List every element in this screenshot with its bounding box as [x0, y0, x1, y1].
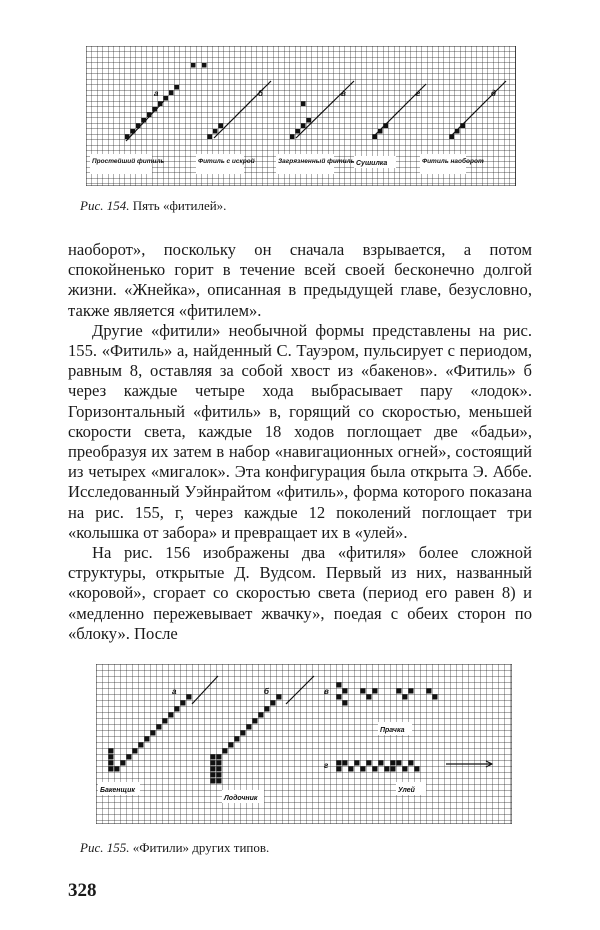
wick-cell — [415, 767, 420, 772]
label-wick-reverse: Фитиль наоборот — [422, 158, 484, 165]
wick-cell — [235, 737, 240, 742]
wick-cell — [109, 755, 114, 760]
figure-155-caption-text: «Фитили» других типов. — [132, 840, 270, 855]
wick-cell — [211, 779, 216, 784]
label-beehive: Улей — [398, 787, 415, 794]
wick-cell — [191, 63, 196, 68]
wick-cell — [175, 707, 180, 712]
wick-cell — [397, 761, 402, 766]
wick-cell — [217, 755, 222, 760]
wick-cell — [373, 689, 378, 694]
wick-cell — [133, 749, 138, 754]
wick-cell — [223, 749, 228, 754]
wick-cell — [157, 725, 162, 730]
panel-letter-b: б — [264, 687, 269, 696]
body-text — [68, 240, 532, 644]
wick-cell — [211, 755, 216, 760]
label-simplest-wick: Простейший фитиль — [92, 158, 165, 165]
wick-cell — [109, 749, 114, 754]
wick-cell — [409, 689, 414, 694]
wick-cell — [164, 96, 169, 101]
panel-letter-v: в — [324, 687, 329, 696]
wick-cell — [169, 713, 174, 718]
label-wick-with-spark: Фитиль с искрой — [198, 158, 255, 165]
label-buoy-keeper: Бакенщик — [100, 787, 135, 794]
wick-cell — [349, 767, 354, 772]
wick-cell — [247, 725, 252, 730]
wick-cell — [219, 124, 224, 129]
panel-letter-a: а — [172, 687, 177, 696]
figure-154-caption — [80, 198, 226, 214]
wick-cell — [337, 767, 342, 772]
wick-cell — [403, 767, 408, 772]
label-dirty-wick: Загрязненный фитиль — [278, 158, 355, 165]
wick-cell — [385, 767, 390, 772]
wick-cell — [296, 129, 301, 134]
wick-cell — [217, 773, 222, 778]
wick-cell — [301, 102, 306, 107]
wick-cell — [361, 767, 366, 772]
wick-cell — [355, 761, 360, 766]
wick-cell — [379, 761, 384, 766]
wick-cell — [181, 701, 186, 706]
wick-cell — [337, 761, 342, 766]
panel-letter-g: г — [416, 89, 421, 98]
wick-cell — [211, 761, 216, 766]
wick-cell — [241, 731, 246, 736]
wick-cell — [202, 63, 207, 68]
figure-154-caption-text: Пять «фитилей». — [132, 198, 227, 213]
paragraph-3: На рис. 156 изображены два «фитиля» более сложной структуры, открытые Д. Вудсом. Первый из них, названный «коровой», сгорает со скоростью света (период его равен 8) и «медленно пережевывает жвачку», поедая с обеих сторон по «блоку». После — [68, 543, 532, 643]
wick-cell — [145, 737, 150, 742]
wick-cell — [187, 695, 192, 700]
wick-cell — [163, 719, 168, 724]
wick-cell — [367, 695, 372, 700]
wick-cell — [217, 767, 222, 772]
figure-155-caption — [80, 840, 269, 856]
label-dryer: Сушилка — [356, 160, 388, 167]
wick-cell — [253, 719, 258, 724]
wick-cell — [211, 773, 216, 778]
wick-cell — [301, 124, 306, 129]
wick-cell — [121, 761, 126, 766]
panel-letter-g: г — [324, 761, 329, 770]
wick-cell — [433, 695, 438, 700]
label-boatman: Лодочник — [224, 795, 258, 802]
wick-cell — [115, 767, 120, 772]
wick-cell — [175, 85, 180, 90]
panel-letter-b: б — [258, 89, 263, 98]
wick-cell — [403, 695, 408, 700]
wick-cell — [337, 695, 342, 700]
wick-cell — [397, 689, 402, 694]
wick-cell — [409, 761, 414, 766]
wick-cell — [361, 689, 366, 694]
wick-cell — [343, 761, 348, 766]
wick-cell — [290, 135, 295, 140]
figure-154-five-wicks — [86, 46, 516, 186]
paragraph-1: наоборот», поскольку он сначала взрывается, а потом спокойненько горит в течение всей своей бесконечно долгой жизни. «Жнейка», описанная в предыдущей главе, безусловно, также является «фитилем». — [68, 240, 532, 320]
wick-cell — [109, 761, 114, 766]
wick-cell — [427, 689, 432, 694]
wick-cell — [307, 118, 312, 123]
wick-cell — [109, 767, 114, 772]
panel-letter-v: в — [341, 89, 346, 98]
figure-154-caption-number: Рис. 154. — [80, 198, 130, 213]
wick-cell — [169, 91, 174, 96]
wick-cell — [373, 767, 378, 772]
wick-cell — [367, 761, 372, 766]
wick-cell — [213, 129, 218, 134]
wick-cell — [277, 695, 282, 700]
paragraph-2: Другие «фитили» необычной формы представлены на рис. 155. «Фитиль» а, найденный С. Тауэром, пульсирует с периодом, равным 8, оставляя за собой хвост из «бакенов». «Фитиль» б через каждые четыре хода выбрасывает пару «лодок». Горизонтальный «фитиль» в, горящий со скоростью, меньшей скорости света, каждые 18 ходов поглощает две «бадьи», преобразуя их затем в набор «навигационных огней», состоящий из четырех «мигалок». Эта конфигурация была открыта Э. Аббе. Исследованный Уэйнрайтом «фитиль», форма которого показана на рис. 155, г, через каждые 12 поколений поглощает три «колышка от забора» и превращает их в «улей». — [68, 320, 532, 542]
wick-cell — [151, 731, 156, 736]
page-number: 328 — [68, 880, 97, 901]
wick-cell — [265, 707, 270, 712]
wick-cell — [139, 743, 144, 748]
wick-cell — [391, 767, 396, 772]
wick-cell — [208, 135, 213, 140]
wick-cell — [343, 701, 348, 706]
label-laundress: Прачка — [380, 727, 405, 734]
panel-letter-a: а — [154, 89, 159, 98]
wick-cell — [211, 767, 216, 772]
figure-155-caption-number: Рис. 155. — [80, 840, 130, 855]
wick-cell — [127, 755, 132, 760]
wick-cell — [259, 713, 264, 718]
wick-cell — [337, 683, 342, 688]
wick-cell — [391, 761, 396, 766]
wick-cell — [343, 689, 348, 694]
wick-cell — [229, 743, 234, 748]
wick-cell — [217, 761, 222, 766]
wick-cell — [271, 701, 276, 706]
figure-155-other-wicks — [96, 664, 512, 824]
wick-cell — [217, 779, 222, 784]
panel-letter-d: д — [491, 89, 496, 98]
